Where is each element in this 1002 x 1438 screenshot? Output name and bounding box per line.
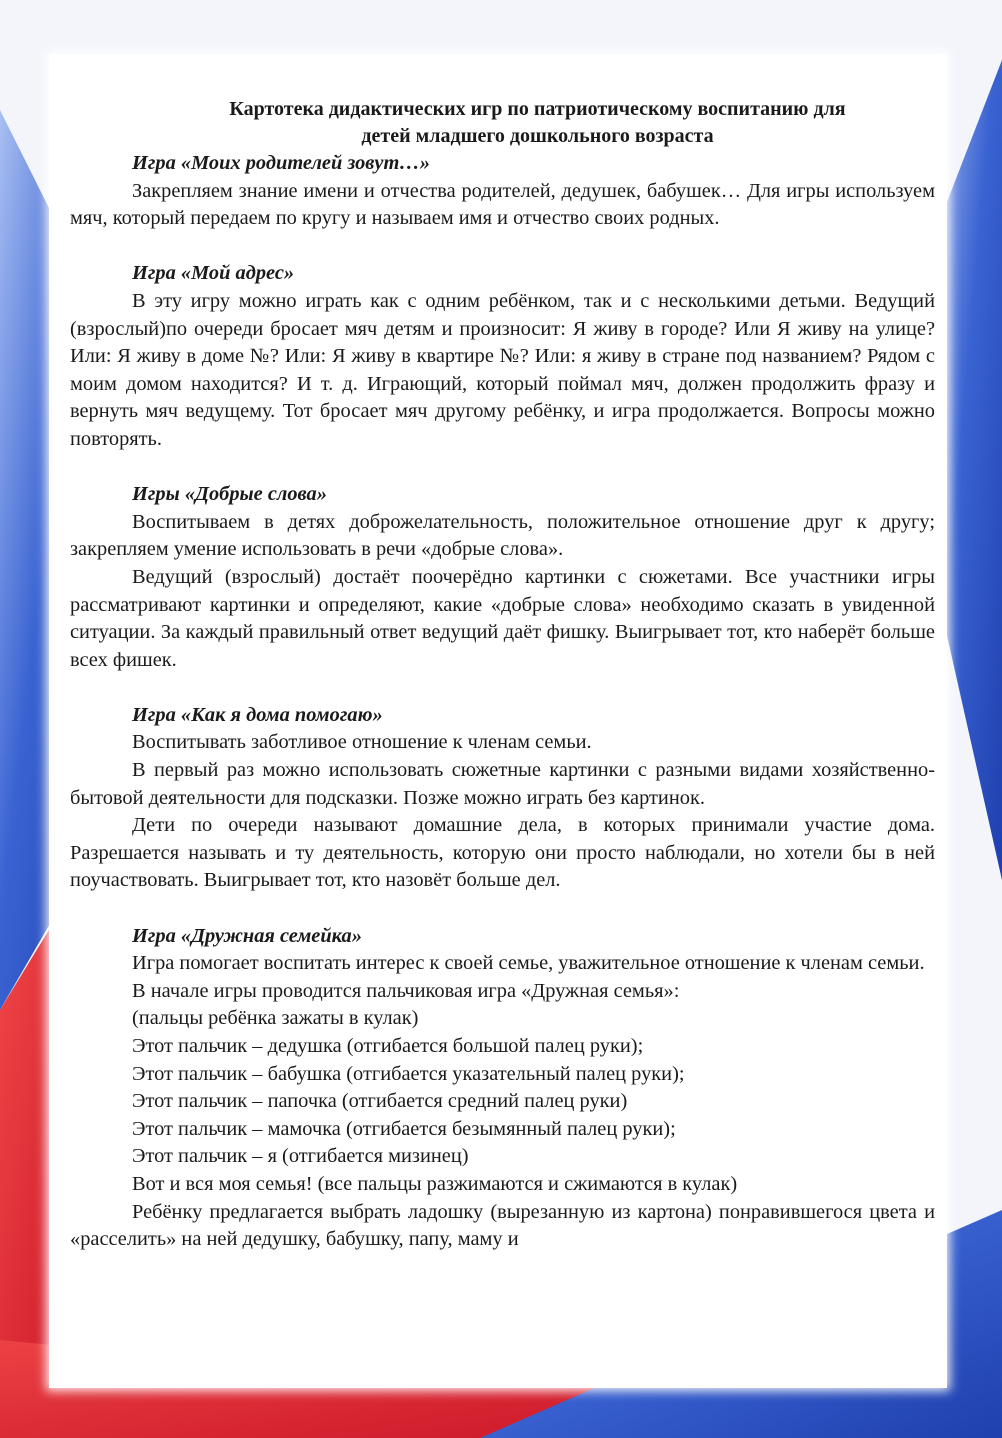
- doc-title-line2: детей младшего дошкольного возраста: [361, 125, 714, 147]
- game-title: Игра «Мой адрес»: [132, 262, 295, 285]
- game-paragraph: Ребёнку предлагается выбрать ладошку (вырезанную из картона) понравившегося цвета и «расселить» на ней дедушку, бабушку, папу, маму и: [70, 1200, 935, 1251]
- game-title: Игра «Дружная семейка»: [132, 924, 362, 947]
- game-title: Игра «Как я дома помогаю»: [132, 703, 383, 726]
- game-paragraph: В первый раз можно использовать сюжетные картинки с разными видами хозяйственно-бытовой деятельности для подсказки. Позже можно играть без картинок.: [70, 759, 935, 809]
- game-paragraph: Воспитываем в детях доброжелательность, положительное отношение друг к другу; закрепляем умение использовать в речи «добрые слова».: [70, 510, 935, 561]
- rhyme-line: (пальцы ребёнка зажаты в кулак): [132, 1007, 419, 1030]
- doc-title-line1: Картотека дидактических игр по патриотическому воспитанию для: [229, 98, 846, 120]
- rhyme-line: Этот пальчик – бабушка (отгибается указательный палец руки);: [132, 1062, 685, 1085]
- rhyme-line: В начале игры проводится пальчиковая игра «Дружная семья»:: [132, 979, 680, 1002]
- game-title: Игра «Моих родителей зовут…»: [132, 152, 430, 174]
- game-section: [70, 481, 935, 674]
- rhyme-line: Этот пальчик – мамочка (отгибается безымянный палец руки);: [132, 1117, 676, 1140]
- game-paragraph: Игра помогает воспитать интерес к своей семье, уважительное отношение к членам семьи.: [132, 952, 925, 975]
- game-paragraph: Воспитывать заботливое отношение к членам семьи.: [132, 731, 592, 754]
- game-section: [70, 260, 935, 453]
- game-paragraph: Закрепляем знание имени и отчества родителей, дедушек, бабушек… Для игры используем мяч, который передаем по кругу и называем имя и отчество своих родных.: [70, 179, 935, 230]
- rhyme-line: Вот и вся моя семья! (все пальцы разжимаются и сжимаются в кулак): [132, 1172, 738, 1195]
- game-section: [70, 702, 935, 895]
- rhyme-line: Этот пальчик – папочка (отгибается средний палец руки): [132, 1090, 628, 1113]
- document-body: [70, 96, 935, 1254]
- rhyme-line: Этот пальчик – дедушка (отгибается большой палец руки);: [132, 1035, 644, 1057]
- game-title: Игры «Добрые слова»: [132, 483, 327, 506]
- game-paragraph: В эту игру можно играть как с одним ребёнком, так и с несколькими детьми. Ведущий (взрослый)по очереди бросает мяч детям и произносит: Я живу в городе? Или Я живу на улице? Или: Я живу в доме №? Или: Я живу в квартире №? Или: я живу в стране под названием? Рядом с моим домом находится? И т. д. Играющий, который поймал мяч, должен продолжить фразу и вернуть мяч ведущему. Тот бросает мяч другому ребёнку, и игра продолжается. Вопросы можно повторять.: [70, 289, 935, 450]
- game-section: [70, 150, 935, 233]
- game-section-family: [70, 923, 935, 1254]
- game-paragraph: Дети по очереди называют домашние дела, в которых принимали участие дома. Разрешается называть и ту деятельность, которую они просто наблюдали, но хотели бы в ней поучаствовать. Выигрывает тот, кто назовёт больше дел.: [70, 814, 935, 892]
- game-paragraph: Ведущий (взрослый) достаёт поочерёдно картинки с сюжетами. Все участники игры рассматривают картинки и определяют, какие «добрые слова» необходимо сказать в увиденной ситуации. За каждый правильный ответ ведущий даёт фишку. Выигрывает тот, кто наберёт больше всех фишек.: [70, 565, 935, 671]
- rhyme-line: Этот пальчик – я (отгибается мизинец): [132, 1145, 469, 1168]
